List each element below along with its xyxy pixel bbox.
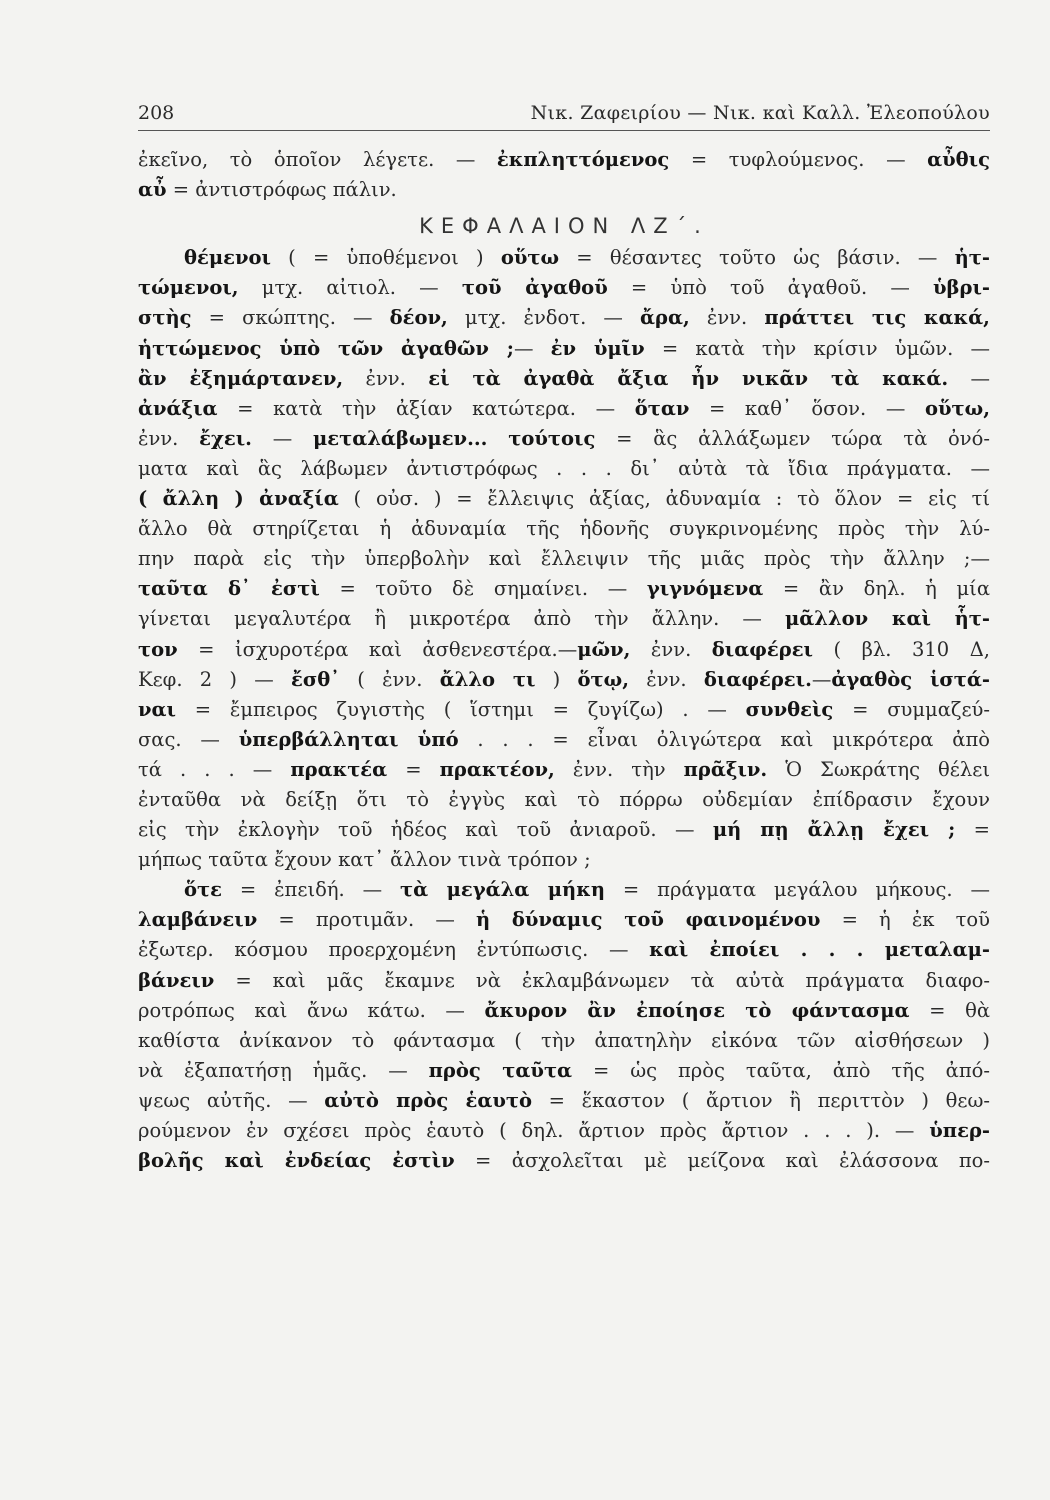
lemma: βάνειν [138, 968, 215, 992]
text-line [138, 604, 990, 634]
book-page [138, 96, 990, 1176]
gloss: ) [535, 667, 578, 691]
text-line [138, 484, 990, 514]
gloss: = θὰ [909, 998, 990, 1022]
lemma: τὰ μεγάλα μήκη [400, 878, 606, 902]
lemma: πρᾶξιν. [683, 757, 768, 781]
gloss: = καθ᾽ ὅσον. — [689, 396, 925, 420]
gloss: ἐνν. [138, 426, 200, 450]
gloss: = συμμαζεύ- [833, 697, 990, 721]
text-line [138, 424, 990, 454]
lemma: δέον, [389, 306, 448, 330]
lemma: μᾶλλον καὶ ἧτ- [785, 607, 990, 631]
gloss: = προτιμᾶν. — [257, 908, 476, 932]
gloss: ( ἐνν. [339, 667, 440, 691]
gloss: = τοῦτο δὲ σημαίνει. — [319, 577, 647, 601]
text-line [138, 755, 990, 785]
lemma: θέμενοι [184, 246, 271, 270]
lemma: διαφέρει. [703, 667, 812, 691]
gloss: τά . . . — [138, 757, 291, 781]
gloss: μήπως ταῦτα ἔχουν κατ᾽ ἄλλον τινὰ τρόπον ; [138, 848, 591, 872]
text-line [138, 815, 990, 845]
gloss: ρούμενον ἐν σχέσει πρὸς ἑαυτὸ ( δηλ. ἄρτιον πρὸς ἄρτιον . . . ). — [138, 1119, 930, 1142]
running-title: Νικ. Ζαφειρίου — Νικ. καὶ Καλλ. Ἐλεοπούλου [530, 102, 990, 124]
gloss: = ἐπειδή. — [221, 878, 401, 902]
text-line [138, 514, 990, 544]
chapter-heading [138, 205, 990, 243]
text-line [138, 394, 990, 424]
lemma: αὐτὸ πρὸς ἑαυτὸ [324, 1088, 532, 1112]
lemma: ὑβρι- [933, 276, 990, 300]
gloss: ἐνν. [689, 306, 765, 330]
text-line [138, 364, 990, 394]
gloss: σας. — [138, 727, 239, 751]
lemma: μεταλάβωμεν... [312, 426, 488, 450]
gloss: ( οὐσ. ) = ἔλλειψις ἀξίας, ἀδυναμία : τὸ ὅλον = εἰς τί [338, 487, 990, 511]
lemma: ἄρα, [639, 306, 690, 330]
text-line [138, 1086, 990, 1116]
lemma: ἂν ἐξημάρτανεν, [138, 366, 344, 390]
gloss: = ἔμπειρος ζυγιστὴς ( ἵστημι = ζυγίζω) . — [175, 697, 746, 721]
lemma: ἀνάξια [138, 396, 218, 420]
lemma: πρὸς ταῦτα [428, 1058, 573, 1082]
lemma: ὅτῳ, [577, 667, 630, 691]
lemma: οὕτω, [924, 396, 990, 420]
gloss: ΚΕΦΑΛΑΙΟΝ ΛΖ΄. [419, 214, 709, 239]
gloss: = ἀσχολεῖται μὲ μείζονα καὶ ἐλάσσονα πο- [454, 1149, 990, 1173]
page-number: 208 [138, 102, 175, 124]
lemma: ἔσθ᾽ [290, 667, 340, 691]
gloss: = ἃς ἀλλάξωμεν τώρα τὰ ὀνό- [595, 426, 990, 450]
gloss: ἐνν. [629, 667, 704, 691]
gloss: γίνεται μεγαλυτέρα ἢ μικροτέρα ἀπὸ τὴν ἄλλην. — [138, 607, 786, 631]
text-line [138, 875, 990, 905]
text-line [138, 175, 990, 205]
lemma: εἰ τὰ ἀγαθὰ ἄξια ἦν νικᾶν τὰ κακά. [428, 366, 949, 390]
gloss: = πράγματα μεγάλου μήκους. — [605, 878, 990, 902]
gloss: = θέσαντες τοῦτο ὡς βάσιν. — [559, 246, 955, 270]
gloss: = ἀντιστρόφως πάλιν. [166, 178, 397, 202]
text-line [138, 665, 990, 695]
lemma: ἔχει. [199, 426, 252, 450]
lemma: μή πῃ ἄλλῃ ἔχει ; [712, 818, 956, 842]
lemma: μῶν, [577, 637, 631, 661]
text-line [138, 635, 990, 665]
gloss: . . . = εἶναι ὀλιγώτερα καὶ μικρότερα ἀπὸ [458, 727, 990, 751]
lemma: λαμβάνειν [138, 908, 258, 932]
lemma: ναι [138, 697, 176, 721]
lemma: ταῦτα δ᾽ ἐστὶ [138, 577, 320, 601]
lemma: ἐκπληττόμενος [496, 148, 670, 171]
lemma: ( ἄλλη ) ἀναξία [138, 487, 339, 511]
text-line [138, 905, 990, 935]
lemma: αὖ [138, 178, 167, 202]
lemma: ἀγαθὸς ἱστά- [831, 667, 990, 691]
gloss: ( βλ. 310 Δ, [813, 637, 990, 661]
gloss: = ὑπὸ τοῦ ἀγαθοῦ. — [607, 276, 934, 300]
gloss: = καὶ μᾶς ἔκαμνε νὰ ἐκλαμβάνωμεν τὰ αὐτὰ πράγματα διαφο- [214, 968, 990, 992]
gloss: — [513, 336, 551, 360]
text-line [138, 1146, 990, 1176]
lemma: καὶ ἐποίει . . . μεταλαμ- [649, 938, 990, 962]
lemma: ὑπερβάλληται ὑπό [238, 727, 459, 751]
gloss: — [251, 426, 313, 450]
gloss: ἐκεῖνο, τὸ ὁποῖον λέγετε. — [138, 148, 497, 171]
gloss: — [948, 366, 990, 390]
lemma: βολῆς καὶ ἐνδείας ἐστὶν [138, 1149, 455, 1173]
lemma: πρακτέον, [439, 757, 555, 781]
lemma: ὑπερ- [929, 1119, 990, 1142]
text-line [138, 1026, 990, 1056]
lemma: ἡττώμενος ὑπὸ τῶν ἀγαθῶν ; [138, 336, 514, 360]
lemma: τώμενοι, [138, 276, 239, 300]
gloss: ἄλλο θὰ στηρίζεται ἡ ἀδυναμία τῆς ἡδονῆς συγκρινομένης πρὸς τὴν λύ- [138, 517, 990, 541]
gloss: Κεφ. 2 ) — [138, 667, 291, 691]
gloss: = τυφλούμενος. — [669, 148, 928, 171]
lemma: αὖθις [927, 148, 990, 171]
gloss: = κατὰ τὴν κρίσιν ὑμῶν. — [644, 336, 990, 360]
gloss: ἐνν. τὴν [554, 757, 684, 781]
gloss: ἐξωτερ. κόσμου προερχομένη ἐντύπωσις. — [138, 938, 650, 962]
gloss: ( = ὑποθέμενοι ) [270, 246, 501, 270]
lemma: συνθεὶς [745, 697, 834, 721]
page-header [138, 96, 990, 131]
lemma: διαφέρει [711, 637, 813, 661]
text-line [138, 695, 990, 725]
gloss: νὰ ἐξαπατήσῃ ἡμᾶς. — [138, 1058, 429, 1082]
lemma: ἡτ- [954, 246, 990, 270]
gloss: πην παρὰ εἰς τὴν ὑπερβολὴν καὶ ἔλλειψιν τῆς μιᾶς πρὸς τὴν ἄλλην ;— [138, 547, 990, 571]
gloss: ἐνταῦθα νὰ δείξῃ ὅτι τὸ ἐγγὺς καὶ τὸ πόρρω οὐδεμίαν ἐπίδρασιν ἔχουν [138, 787, 990, 811]
text-line [138, 544, 990, 574]
text-line [138, 243, 990, 273]
lemma: τούτοις [508, 426, 596, 450]
text-line [138, 785, 990, 815]
gloss: — [811, 667, 832, 691]
lemma: ἡ δύναμις τοῦ φαινομένου [475, 908, 821, 932]
text-line [138, 273, 990, 303]
gloss: = ἡ ἐκ τοῦ [820, 908, 990, 932]
gloss: = ἕκαστον ( ἄρτιον ἢ περιττὸν ) θεω- [531, 1088, 990, 1112]
text-line [138, 1116, 990, 1146]
lemma: πράττει τις κακά, [764, 306, 990, 330]
text-line [138, 145, 990, 175]
text-line [138, 334, 990, 364]
lemma: ἄκυρον ἂν ἐποίησε τὸ φάντασμα [484, 998, 910, 1022]
lemma: ἐν ὑμῖν [550, 336, 645, 360]
text-line [138, 725, 990, 755]
lemma: ὅταν [634, 396, 690, 420]
gloss: = ἰσχυροτέρα καὶ ἀσθενεστέρα.— [177, 637, 578, 661]
gloss: = ἂν δηλ. ἡ μία [763, 577, 990, 601]
text-line [138, 935, 990, 965]
text-line [138, 454, 990, 484]
lemma: στὴς [138, 306, 192, 330]
gloss: ἐνν. [343, 366, 429, 390]
lemma: ἄλλο τι [439, 667, 536, 691]
gloss [487, 427, 508, 450]
gloss: μτχ. αἰτιολ. — [238, 276, 462, 300]
gloss: μτχ. ἐνδοτ. — [447, 306, 640, 330]
gloss: = κατὰ τὴν ἀξίαν κατώτερα. — [217, 396, 635, 420]
lemma: τον [138, 637, 178, 661]
gloss: εἰς τὴν ἐκλογὴν τοῦ ἡδέος καὶ τοῦ ἀνιαροῦ. — [138, 818, 713, 842]
text-line [138, 966, 990, 996]
gloss: = [387, 757, 440, 781]
commentary-text [138, 145, 990, 1176]
gloss: ἐνν. [630, 637, 712, 661]
gloss: ροτρόπως καὶ ἄνω κάτω. — [138, 998, 485, 1022]
gloss: ματα καὶ ἃς λάβωμεν ἀντιστρόφως . . . δι᾽ αὐτὰ τὰ ἴδια πράγματα. — [138, 456, 990, 480]
text-line [138, 996, 990, 1026]
text-line [138, 1056, 990, 1086]
lemma: ὅτε [184, 878, 222, 902]
text-line [138, 845, 990, 875]
gloss: καθίστα ἀνίκανον τὸ φάντασμα ( τὴν ἀπατηλὴν εἰκόνα τῶν αἰσθήσεων ) [138, 1028, 990, 1052]
gloss: Ὁ Σωκράτης θέλει [767, 757, 990, 781]
text-line [138, 574, 990, 604]
lemma: πρακτέα [290, 757, 388, 781]
gloss: = ὡς πρὸς ταῦτα, ἀπὸ τῆς ἀπό- [572, 1058, 990, 1082]
lemma: οὕτω [500, 246, 560, 270]
gloss: ψεως αὐτῆς. — [138, 1088, 325, 1112]
lemma: γιγνόμενα [646, 577, 764, 601]
text-line [138, 303, 990, 333]
lemma: τοῦ ἀγαθοῦ [461, 276, 608, 300]
gloss: = σκώπτης. — [191, 306, 390, 330]
gloss: = [955, 818, 990, 842]
